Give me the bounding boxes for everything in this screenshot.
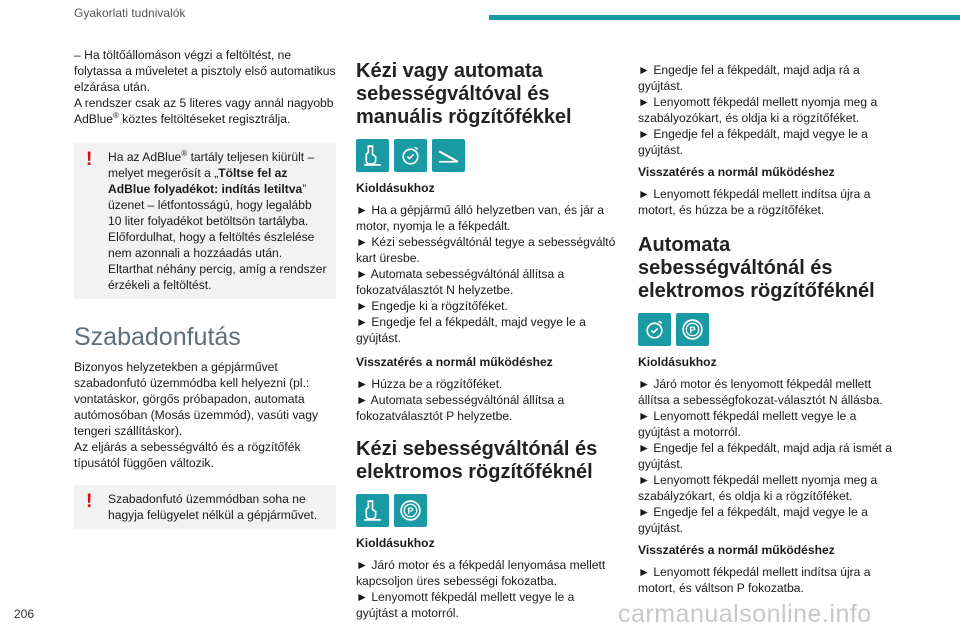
icon-row-1 [356,139,618,172]
section-heading-automatic-electric: Automata sebességváltónál és elektromos rögzítőféknél [638,234,875,302]
step-item: ► Engedje fel a fékpedált, majd adja rá ismét a gyújtást. [638,441,892,471]
warn-text-3: ” üzenet – létfontosságú, hogy legalább 10 liter folyadékot betöltsön tartályba. [108,182,312,228]
steps-return-2 [638,186,898,218]
section-heading-freewheel: Szabadonfutás [74,323,241,351]
steps-release-3 [638,376,898,536]
column-3 [638,62,898,596]
intro-paragraph-b [74,95,336,127]
manual-gearbox-icon [356,139,389,172]
column-1 [74,47,336,529]
electric-parking-brake-icon [394,494,427,527]
freewheel-paragraph-b: Az eljárás a sebességváltó és a rögzítőfék típusától függően változik. [74,440,301,470]
step-item: ► Engedje fel a fékpedált, majd vegye le a gyújtást. [638,127,868,157]
steps-release-2 [356,557,618,621]
warning-icon: ! [86,491,93,512]
step-item: ► Kézi sebességváltónál tegye a sebességváltó kart üresbe. [356,235,616,265]
step-item: ► Engedje fel a fékpedált, majd adja rá a gyújtást. [638,63,860,93]
warning-icon: ! [86,149,93,170]
automatic-gearbox-icon [638,313,671,346]
manual-parking-brake-icon [432,139,465,172]
intro-paragraph-a: – Ha töltőállomáson végzi a feltöltést, ne folytassa a műveletet a pisztoly első automatikus elzárása után. [74,48,336,94]
icon-row-2 [356,494,618,527]
subheading-release-1: Kioldásukhoz [356,181,435,195]
warning-paragraph-b: Előfordulhat, hogy a feltöltés észlelése nem azonnali a hozzáadás után. Eltarthat néhány percig, amíg a rendszer érzékeli a feltöltést. [108,230,327,292]
icon-row-3 [638,313,898,346]
step-item: ► Ha a gépjármű álló helyzetben van, és jár a motor, nyomja le a fékpedált. [356,203,604,233]
step-item: ► Lenyomott fékpedál mellett indítsa újra a motort, és váltson P fokozatba. [638,565,871,595]
watermark: carmanualsonline.info [618,600,872,628]
steps-release-1 [356,202,618,346]
step-item: ► Lenyomott fékpedál mellett nyomja meg a szabályzókart, és oldja ki a rögzítőféket. [638,473,878,503]
step-item: ► Engedje ki a rögzítőféket. [356,299,508,313]
subheading-return-1: Visszatérés a normál működéshez [356,355,553,369]
warn-text-2: tartály teljesen kiürült – melyet megerősít a „ [108,150,315,180]
step-item: ► Lenyomott fékpedál mellett nyomja meg a szabályozókart, és oldja ki a rögzítőféket. [638,95,878,125]
step-item: ► Járó motor és lenyomott fékpedál mellett állítsa a sebességfokozat-választót N állásba. [638,377,883,407]
electric-parking-brake-icon [676,313,709,346]
step-item: ► Automata sebességváltónál állítsa a fokozatválasztót N helyzetbe. [356,267,565,297]
step-item: ► Automata sebességváltónál állítsa a fokozatválasztót P helyzetbe. [356,393,565,423]
warning-box-adblue [74,143,336,299]
header-accent-bar [489,15,960,20]
automatic-gearbox-icon [394,139,427,172]
manual-gearbox-icon [356,494,389,527]
step-item: ► Lenyomott fékpedál mellett indítsa újra a motort, és húzza be a rögzítőféket. [638,187,871,217]
column-2 [356,60,618,621]
subheading-return-3: Visszatérés a normál működéshez [638,543,835,557]
warning-paragraph-a [108,149,328,229]
step-item: ► Lenyomott fékpedál mellett vegye le a gyújtást a motorról. [356,590,575,620]
warning-box-freewheel [74,485,336,529]
subheading-return-2: Visszatérés a normál működéshez [638,165,835,179]
step-item: ► Lenyomott fékpedál mellett vegye le a gyújtást a motorról. [638,409,857,439]
steps-return-3 [638,564,898,596]
step-item: ► Engedje fel a fékpedált, majd vegye le a gyújtást. [638,505,868,535]
page-number: 206 [14,607,35,621]
warn-message-bold: Töltse fel az AdBlue folyadékot: indítás letiltva [108,166,303,196]
warn-text-1: Ha az AdBlue [108,150,182,164]
steps-release-2-continued [638,62,898,158]
intro-b-text-2: köztes feltöltéseket regisztrálja. [118,112,291,126]
subheading-release-2: Kioldásukhoz [356,536,435,550]
svg-text:P: P [407,506,414,517]
registered-mark: ® [113,110,119,120]
intro-b-text-1: A rendszer csak az 5 literes vagy annál nagyobb AdBlue [74,96,334,126]
registered-mark: ® [181,148,188,158]
svg-text:P: P [689,325,696,336]
freewheel-paragraph-a: Bizonyos helyzetekben a gépjárművet szabadonfutó üzemmódba kell helyezni (pl.: vontatáskor, görgős próbapadon, automata autómosóban (Mosás üzemmód), vasúti vagy tengeri szállításkor). [74,360,319,438]
step-item: ► Engedje fel a fékpedált, majd vegye le a gyújtást. [356,315,586,345]
running-header: Gyakorlati tudnivalók [74,6,186,20]
section-heading-manual-brake: Kézi vagy automata sebességváltóval és manuális rögzítőfékkel [356,60,572,128]
subheading-release-3: Kioldásukhoz [638,355,717,369]
step-item: ► Járó motor és a fékpedál lenyomása mellett kapcsoljon üres sebességi fokozatba. [356,558,606,588]
section-heading-manual-electric: Kézi sebességváltónál és elektromos rögzítőféknél [356,438,598,483]
steps-return-1 [356,376,618,424]
warning-freewheel-text: Szabadonfutó üzemmódban soha ne hagyja felügyelet nélkül a gépjárművet. [108,492,318,522]
step-item: ► Húzza be a rögzítőféket. [356,377,503,391]
